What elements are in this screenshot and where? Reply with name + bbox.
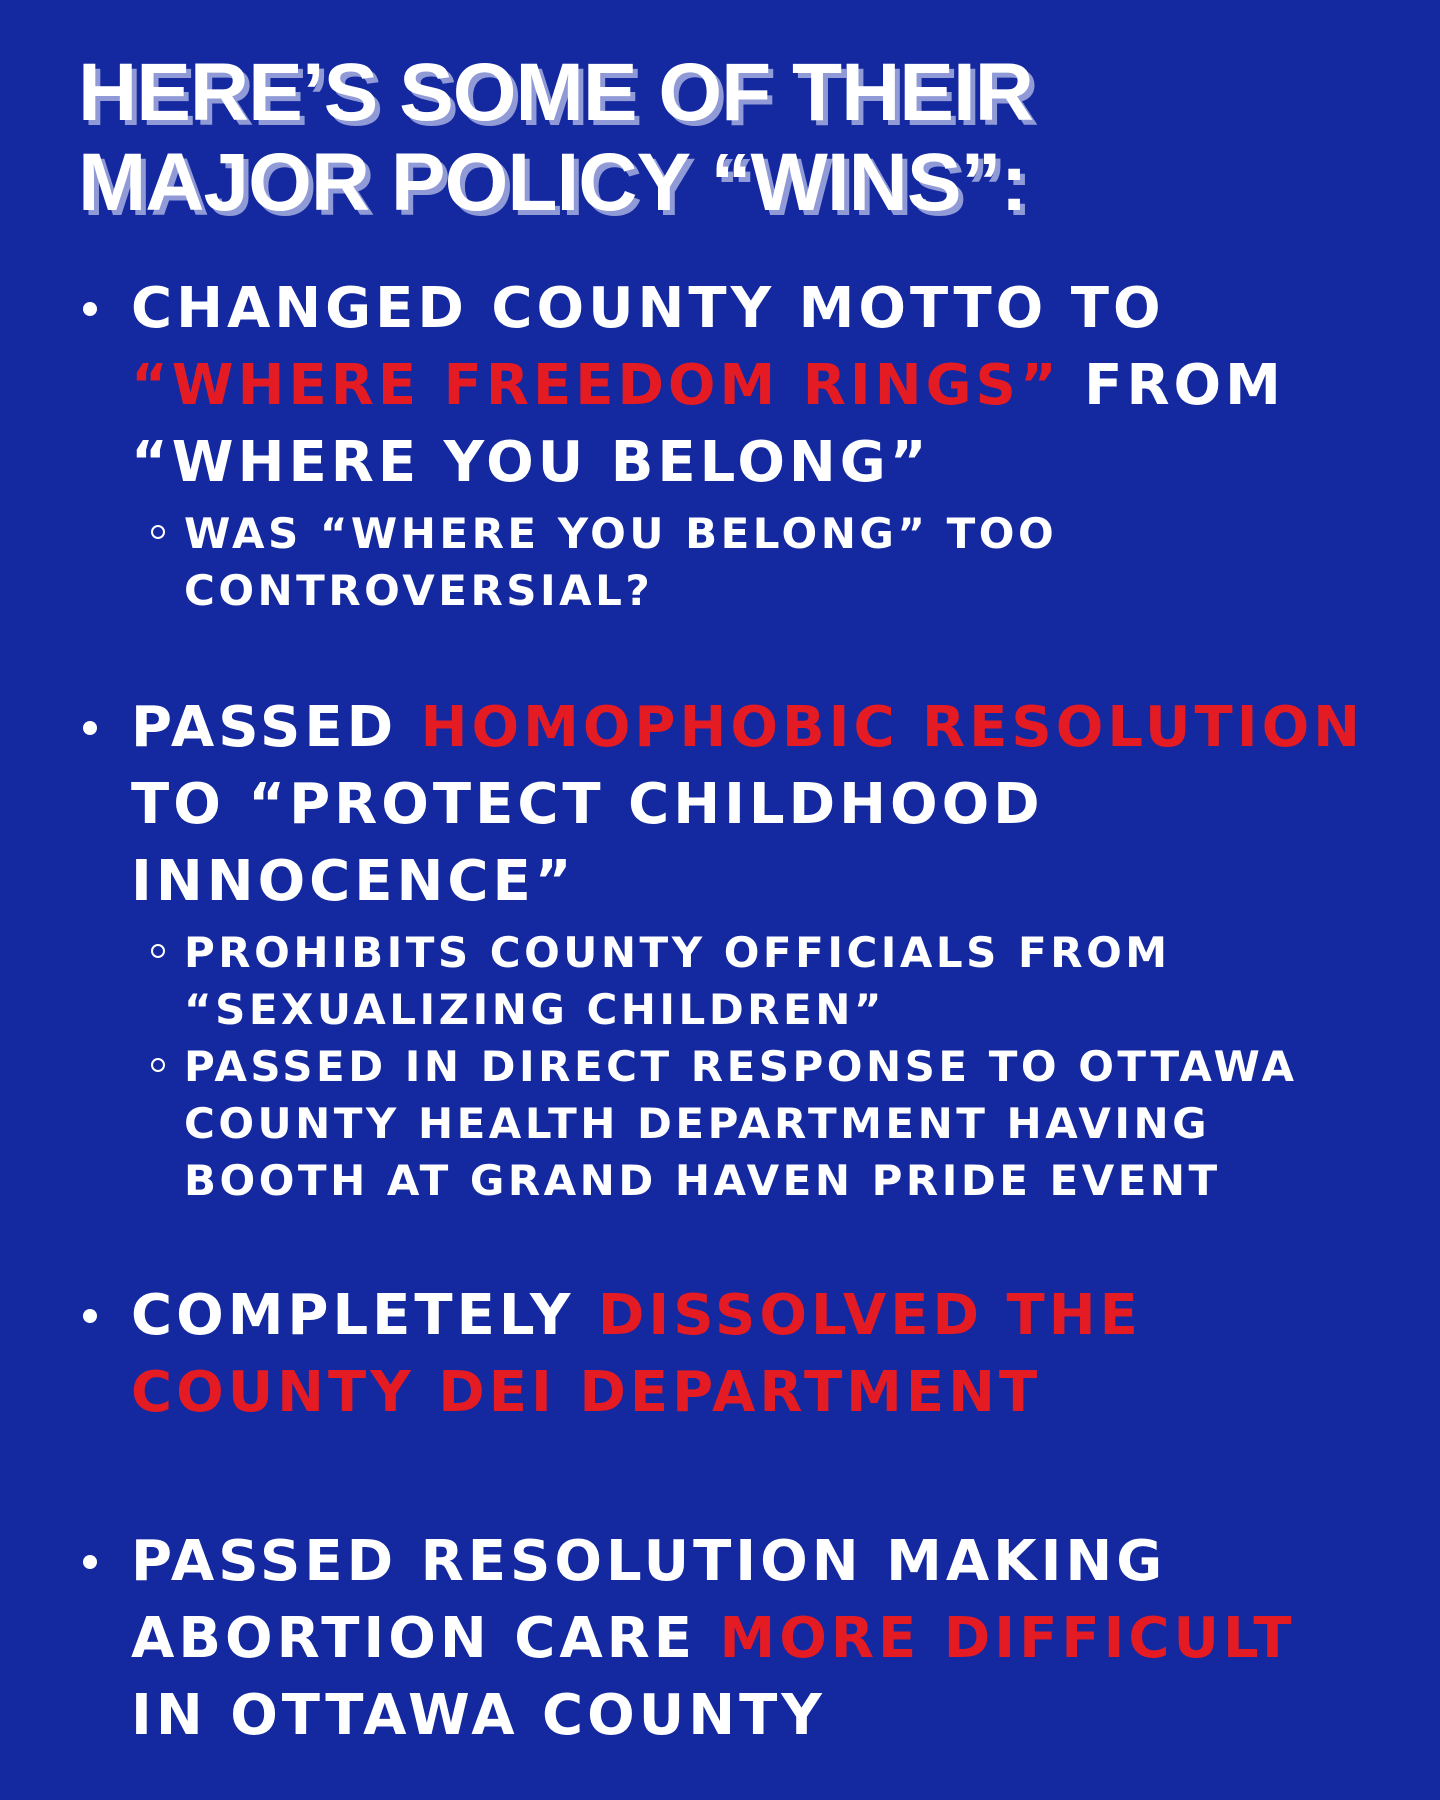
sub-list <box>131 924 1380 1209</box>
sub-item-text <box>184 924 1380 1038</box>
policy-line-pre: PASSED <box>131 695 421 760</box>
policy-line <box>131 1277 1380 1354</box>
bullet-dot-icon <box>83 721 97 735</box>
policy-item-text <box>131 1523 1380 1754</box>
policy-item-text <box>131 1277 1380 1431</box>
highlight-text: “WHERE FREEDOM RINGS” <box>131 353 1061 418</box>
policy-line: CHANGED COUNTY MOTTO TO <box>131 276 1165 341</box>
highlight-text: HOMOPHOBIC RESOLUTION <box>420 695 1365 760</box>
sub-line: “SEXUALIZING CHILDREN” <box>184 985 885 1034</box>
policy-line: “WHERE YOU BELONG” <box>131 430 931 495</box>
policy-item-text <box>131 270 1380 501</box>
sub-item-text <box>184 505 1380 619</box>
sub-line: PASSED IN DIRECT RESPONSE TO OTTAWA <box>184 1042 1298 1091</box>
policy-item-homophobic-resolution <box>78 689 1380 1209</box>
sub-line: CONTROVERSIAL? <box>184 566 654 615</box>
headline <box>78 48 1380 228</box>
sub-item <box>131 505 1380 619</box>
sub-item-text <box>184 1038 1380 1209</box>
policy-line: INNOCENCE” <box>131 849 576 914</box>
policy-line-pre: ABORTION CARE <box>131 1606 720 1671</box>
headline-line: HERE’S SOME OF THEIR <box>78 47 1033 138</box>
sub-list <box>131 505 1380 619</box>
sub-item <box>131 924 1380 1038</box>
bullet-dot-icon <box>83 302 97 316</box>
hollow-circle-bullet-icon <box>151 1058 165 1072</box>
sub-line: COUNTY HEALTH DEPARTMENT HAVING <box>184 1099 1211 1148</box>
policy-item-abortion-care <box>78 1523 1380 1754</box>
sub-line: WAS “WHERE YOU BELONG” TOO <box>184 509 1058 558</box>
highlight-text: DISSOLVED THE <box>597 1283 1142 1348</box>
policy-item-dei-department <box>78 1277 1380 1431</box>
sub-item <box>131 1038 1380 1209</box>
policy-line: TO “PROTECT CHILDHOOD <box>131 772 1044 837</box>
policy-line: PASSED RESOLUTION MAKING <box>131 1529 1167 1594</box>
highlight-text: COUNTY DEI DEPARTMENT <box>131 1360 1042 1425</box>
policy-line <box>131 1600 1380 1677</box>
highlight-text: MORE DIFFICULT <box>719 1606 1296 1671</box>
headline-line: MAJOR POLICY “WINS”: <box>78 137 1027 228</box>
hollow-circle-bullet-icon <box>151 525 165 539</box>
policy-list <box>78 270 1380 1754</box>
policy-item-county-motto <box>78 270 1380 619</box>
policy-line-pre: COMPLETELY <box>131 1283 598 1348</box>
policy-line <box>131 347 1380 424</box>
policy-line-rest: FROM <box>1060 353 1285 418</box>
policy-item-text <box>131 689 1380 920</box>
sub-line: BOOTH AT GRAND HAVEN PRIDE EVENT <box>184 1156 1221 1205</box>
bullet-dot-icon <box>83 1309 97 1323</box>
hollow-circle-bullet-icon <box>151 944 165 958</box>
bullet-dot-icon <box>83 1555 97 1569</box>
policy-line: IN OTTAWA COUNTY <box>131 1683 826 1748</box>
sub-line: PROHIBITS COUNTY OFFICIALS FROM <box>184 928 1171 977</box>
policy-line <box>131 689 1380 766</box>
